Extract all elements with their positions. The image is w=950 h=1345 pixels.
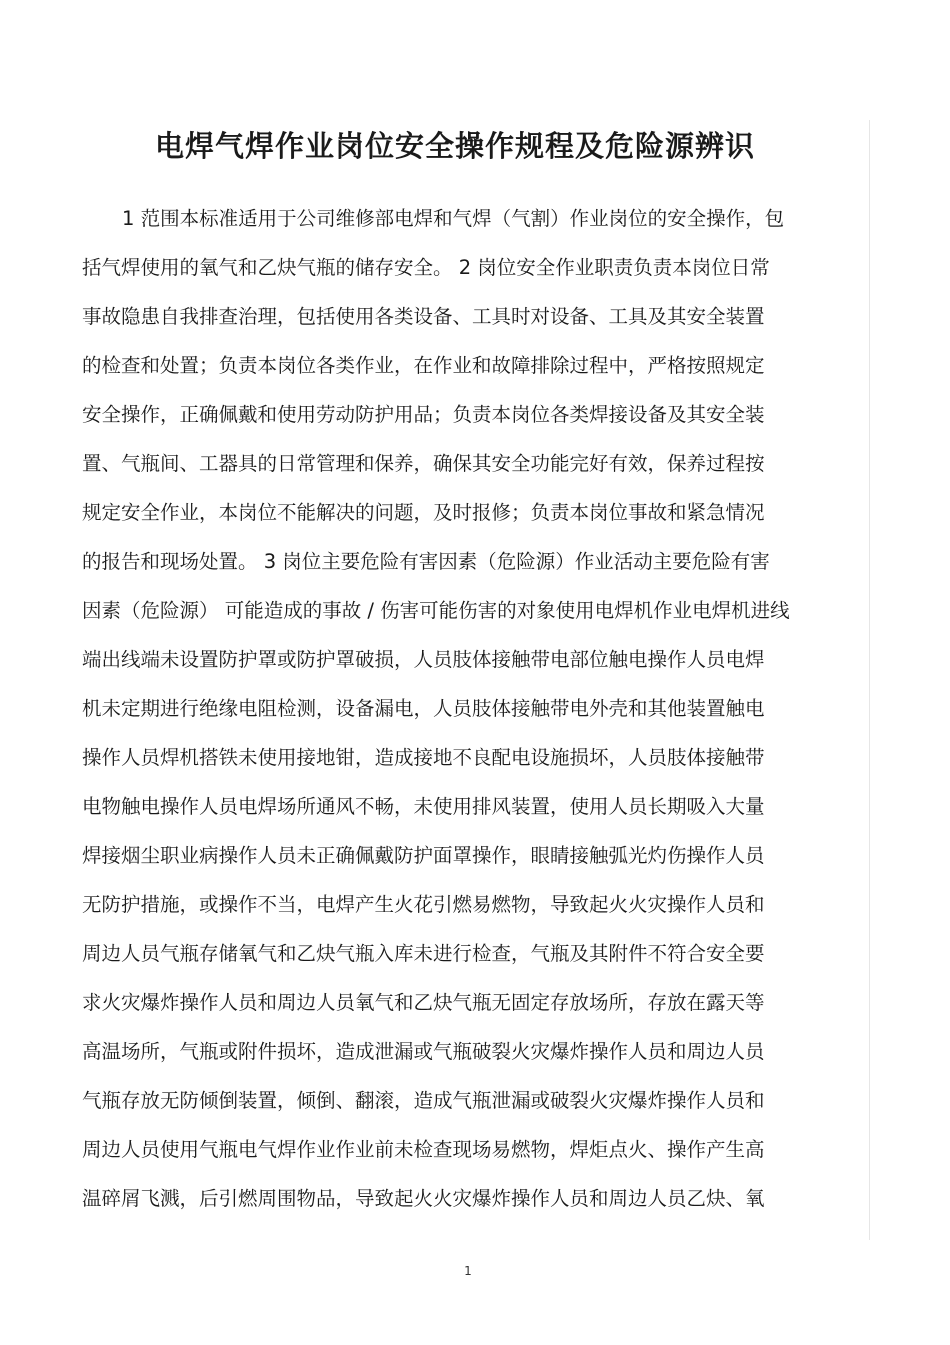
text-line: 电物触电操作人员电焊场所通风不畅，未使用排风装置，使用人员长期吸入大量	[82, 795, 765, 818]
document-title: 电焊气焊作业岗位安全操作规程及危险源辨识	[154, 129, 755, 163]
text-line: 温碎屑飞溅，后引燃周围物品，导致起火火灾爆炸操作人员和周边人员乙炔、氧	[82, 1187, 765, 1210]
text-line: 因素（危险源） 可能造成的事故 / 伤害可能伤害的对象使用电焊机作业电焊机进线	[82, 599, 790, 622]
text-line: 周边人员使用气瓶电气焊作业作业前未检查现场易燃物，焊炬点火、操作产生高	[82, 1138, 765, 1161]
text-line: 括气焊使用的氧气和乙炔气瓶的储存安全。 2 岗位安全作业职责负责本岗位日常	[82, 256, 770, 279]
page-number: 1	[464, 1264, 472, 1278]
document-body	[82, 194, 852, 1223]
text-line: 1 范围本标准适用于公司维修部电焊和气焊（气割）作业岗位的安全操作，包	[122, 207, 785, 230]
text-line: 操作人员焊机搭铁未使用接地钳，造成接地不良配电设施损坏，人员肢体接触带	[82, 746, 765, 769]
text-line: 焊接烟尘职业病操作人员未正确佩戴防护面罩操作，眼睛接触弧光灼伤操作人员	[82, 844, 765, 867]
text-line: 安全操作，正确佩戴和使用劳动防护用品；负责本岗位各类焊接设备及其安全装	[82, 403, 765, 426]
page-edge-rule	[869, 120, 870, 1240]
text-line: 无防护措施，或操作不当，电焊产生火花引燃易燃物，导致起火火灾操作人员和	[82, 893, 765, 916]
text-line: 规定安全作业，本岗位不能解决的问题，及时报修；负责本岗位事故和紧急情况	[82, 501, 765, 524]
text-line: 周边人员气瓶存储氧气和乙炔气瓶入库未进行检查，气瓶及其附件不符合安全要	[82, 942, 765, 965]
text-line: 事故隐患自我排查治理，包括使用各类设备、工具时对设备、工具及其安全装置	[82, 305, 765, 328]
text-line: 气瓶存放无防倾倒装置，倾倒、翻滚，造成气瓶泄漏或破裂火灾爆炸操作人员和	[82, 1089, 765, 1112]
text-line: 求火灾爆炸操作人员和周边人员氧气和乙炔气瓶无固定存放场所，存放在露天等	[82, 991, 765, 1014]
text-line: 高温场所，气瓶或附件损坏，造成泄漏或气瓶破裂火灾爆炸操作人员和周边人员	[82, 1040, 765, 1063]
text-line: 端出线端未设置防护罩或防护罩破损，人员肢体接触带电部位触电操作人员电焊	[82, 648, 765, 671]
text-line: 机未定期进行绝缘电阻检测，设备漏电，人员肢体接触带电外壳和其他装置触电	[82, 697, 765, 720]
text-line: 的检查和处置；负责本岗位各类作业，在作业和故障排除过程中，严格按照规定	[82, 354, 765, 377]
text-line: 的报告和现场处置。 3 岗位主要危险有害因素（危险源）作业活动主要危险有害	[82, 550, 770, 573]
text-line: 置、气瓶间、工器具的日常管理和保养，确保其安全功能完好有效，保养过程按	[82, 452, 765, 475]
